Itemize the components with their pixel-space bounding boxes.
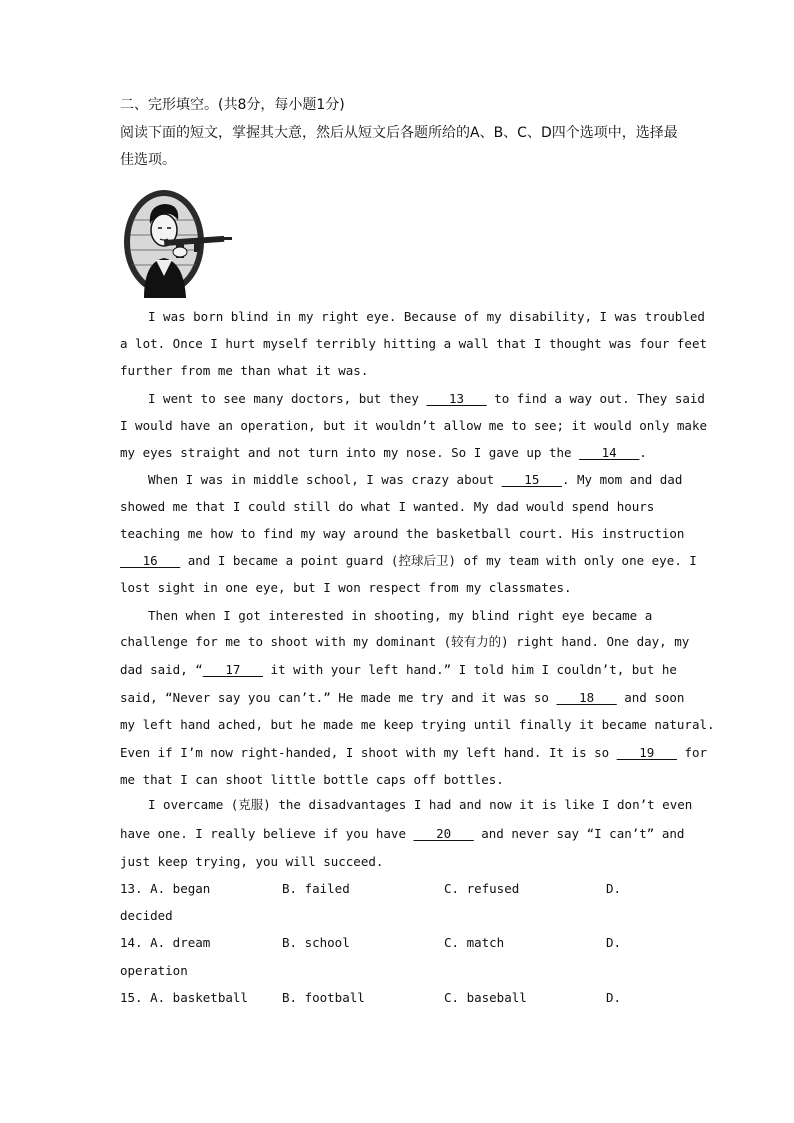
passage-line: me that I can shoot little bottle caps off bottles.	[120, 772, 504, 787]
passage-text: and soon	[616, 690, 685, 705]
instruction-line-2: 佳选项。	[120, 152, 176, 168]
passage-text: it with your left hand.” I told him I couldn’t, but he	[263, 662, 677, 677]
blank-13: ___13___	[426, 391, 487, 406]
option-a: 14. A. dream	[120, 935, 211, 950]
option-c: C. match	[444, 935, 505, 950]
option-b: B. school	[282, 935, 350, 950]
blank-19: ___19___	[616, 745, 677, 760]
passage-text: When I was in middle school, I was crazy about	[148, 472, 502, 487]
passage-line	[120, 444, 647, 462]
passage-line: my left hand ached, but he made me keep trying until finally it became natural.	[120, 717, 715, 732]
passage-text: for	[676, 745, 708, 760]
passage-line: teaching me how to find my way around the basketball court. His instruction	[120, 526, 685, 541]
passage-text: . My mom and dad	[561, 472, 683, 487]
passage-line	[148, 471, 682, 489]
blank-18: ___18___	[556, 690, 617, 705]
blank-14: ___14___	[579, 445, 640, 460]
option-d-text: decided	[120, 908, 173, 923]
passage-line	[148, 390, 705, 408]
passage-line: I would have an operation, but it wouldn’t allow me to see; it would only make	[120, 418, 707, 433]
passage-text: have one. I really believe if you have	[120, 826, 414, 841]
passage-line: challenge for me to shoot with my dominant (较有力的) right hand. One day, my	[120, 634, 690, 649]
passage-line: lost sight in one eye, but I won respect from my classmates.	[120, 580, 572, 595]
option-d-text: operation	[120, 963, 188, 978]
option-b: B. failed	[282, 881, 350, 896]
passage-line	[120, 661, 677, 679]
passage-text: my eyes straight and not turn into my nose. So I gave up the	[120, 445, 580, 460]
option-c: C. baseball	[444, 990, 527, 1005]
passage-text: and never say “I can’t” and	[473, 826, 685, 841]
option-d: D.	[606, 990, 622, 1005]
blank-16: ___16___	[120, 553, 181, 568]
passage-text: to find a way out. They said	[486, 391, 705, 406]
option-d: D.	[606, 881, 622, 896]
option-a: 15. A. basketball	[120, 990, 248, 1005]
passage-line: further from me than what it was.	[120, 363, 369, 378]
passage-line	[120, 744, 707, 762]
boy-with-rifle-illustration	[120, 180, 232, 298]
passage-line	[120, 825, 684, 843]
blank-17: ___17___	[202, 662, 264, 677]
passage-line: I was born blind in my right eye. Because of my disability, I was troubled	[148, 309, 705, 324]
passage-text: dad said, “	[120, 662, 203, 677]
option-c: C. refused	[444, 881, 520, 896]
passage-text: Even if I’m now right-handed, I shoot with my left hand. It is so	[120, 745, 617, 760]
passage-line: a lot. Once I hurt myself terribly hitting a wall that I thought was four feet	[120, 336, 707, 351]
option-b: B. football	[282, 990, 365, 1005]
passage-line	[120, 689, 684, 707]
blank-20: ___20___	[413, 826, 474, 841]
passage-text: said, “Never say you can’t.” He made me try and it was so	[120, 690, 557, 705]
passage-line	[120, 552, 697, 570]
passage-line: Then when I got interested in shooting, my blind right eye became a	[148, 608, 653, 623]
option-a: 13. A. began	[120, 881, 211, 896]
blank-15: ___15___	[501, 472, 562, 487]
passage-line: showed me that I could still do what I wanted. My dad would spend hours	[120, 499, 655, 514]
passage-text: and I became a point guard (控球后卫) of my team with only one eye. I	[180, 553, 697, 568]
section-title: 二、完形填空。(共8分，每小题1分)	[120, 97, 345, 113]
instruction-line-1: 阅读下面的短文，掌握其大意，然后从短文后各题所给的A、B、C、D四个选项中，选择最	[120, 125, 678, 141]
passage-text: .	[639, 445, 647, 460]
passage-text: I went to see many doctors, but they	[148, 391, 427, 406]
option-d: D.	[606, 935, 622, 950]
passage-line: just keep trying, you will succeed.	[120, 854, 384, 869]
passage-line: I overcame (克服) the disadvantages I had and now it is like I don’t even	[148, 797, 693, 812]
